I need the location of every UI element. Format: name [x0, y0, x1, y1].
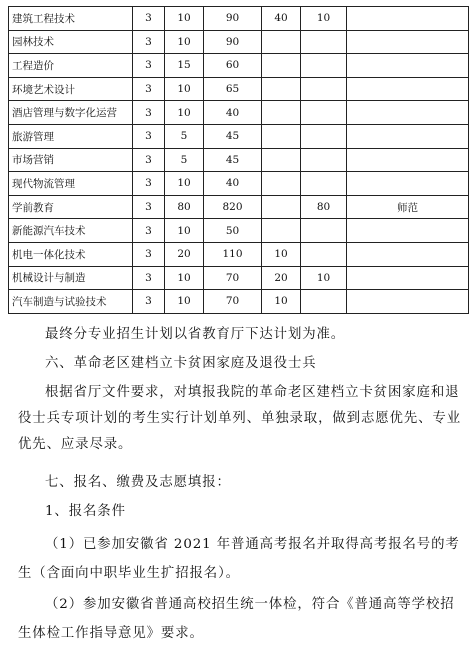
table-cell: 3 — [133, 54, 165, 78]
table-cell: 10 — [165, 77, 204, 101]
table-cell: 10 — [301, 266, 347, 290]
table-cell: 10 — [165, 266, 204, 290]
table-cell — [347, 266, 469, 290]
major-cell: 园林技术 — [9, 30, 133, 54]
table-cell: 3 — [133, 195, 165, 219]
table-cell: 师范 — [347, 195, 469, 219]
table-cell: 40 — [204, 172, 262, 196]
table-cell — [301, 148, 347, 172]
table-row — [9, 195, 469, 219]
major-cell: 环境艺术设计 — [9, 77, 133, 101]
table-row — [9, 172, 469, 196]
major-cell: 现代物流管理 — [9, 172, 133, 196]
table-cell — [262, 148, 301, 172]
major-cell: 酒店管理与数字化运营 — [9, 101, 133, 125]
table-cell: 40 — [262, 7, 301, 31]
table-cell: 90 — [204, 30, 262, 54]
table-cell — [301, 124, 347, 148]
table-cell — [301, 172, 347, 196]
table-cell: 45 — [204, 124, 262, 148]
table-cell: 10 — [165, 290, 204, 314]
table-cell: 90 — [204, 7, 262, 31]
table-row — [9, 242, 469, 266]
table-cell — [262, 195, 301, 219]
table-cell — [262, 124, 301, 148]
table-row — [9, 77, 469, 101]
table-row — [9, 54, 469, 78]
table-row — [9, 290, 469, 314]
table-cell: 20 — [262, 266, 301, 290]
table-cell — [301, 30, 347, 54]
table-cell: 3 — [133, 148, 165, 172]
table-cell: 820 — [204, 195, 262, 219]
table-cell: 3 — [133, 219, 165, 243]
table-cell: 10 — [165, 172, 204, 196]
table-cell — [301, 219, 347, 243]
table-cell — [347, 54, 469, 78]
table-cell: 3 — [133, 30, 165, 54]
table-cell: 70 — [204, 290, 262, 314]
table-cell — [347, 124, 469, 148]
table-cell — [262, 77, 301, 101]
table-cell — [347, 172, 469, 196]
table-cell: 70 — [204, 266, 262, 290]
table-cell: 80 — [301, 195, 347, 219]
table-row — [9, 148, 469, 172]
table-cell: 5 — [165, 148, 204, 172]
table-cell — [347, 148, 469, 172]
table-row — [9, 219, 469, 243]
table-cell — [347, 101, 469, 125]
major-cell: 学前教育 — [9, 195, 133, 219]
major-cell: 机械设计与制造 — [9, 266, 133, 290]
major-cell: 建筑工程技术 — [9, 7, 133, 31]
table-cell: 3 — [133, 101, 165, 125]
table-row — [9, 7, 469, 31]
condition-item-1: （1）已参加安徽省 2021 年普通高考报名并取得高考报名号的考生（含面向中职毕业生扩招报名）。 — [18, 537, 460, 581]
table-cell: 3 — [133, 242, 165, 266]
table-cell: 3 — [133, 290, 165, 314]
table-cell: 65 — [204, 77, 262, 101]
table-cell — [301, 290, 347, 314]
major-cell: 新能源汽车技术 — [9, 219, 133, 243]
table-cell: 45 — [204, 148, 262, 172]
major-cell: 市场营销 — [9, 148, 133, 172]
table-row — [9, 266, 469, 290]
table-cell — [262, 219, 301, 243]
table-cell: 3 — [133, 124, 165, 148]
table-cell: 60 — [204, 54, 262, 78]
table-cell — [301, 54, 347, 78]
table-cell — [347, 30, 469, 54]
table-cell — [301, 101, 347, 125]
table-cell — [301, 77, 347, 101]
table-row — [9, 30, 469, 54]
table-cell: 3 — [133, 266, 165, 290]
subsection-1-heading: 1、报名条件 — [45, 504, 126, 519]
table-cell: 10 — [262, 290, 301, 314]
table-row — [9, 101, 469, 125]
table-cell — [347, 290, 469, 314]
condition-item-2: （2）参加安徽省普通高校招生统一体检，符合《普通高等学校招生体检工作指导意见》要求。 — [18, 597, 455, 641]
table-cell: 3 — [133, 7, 165, 31]
table-cell: 10 — [165, 219, 204, 243]
table-cell: 110 — [204, 242, 262, 266]
major-cell: 旅游管理 — [9, 124, 133, 148]
table-cell: 10 — [262, 242, 301, 266]
table-cell: 50 — [204, 219, 262, 243]
table-cell — [347, 77, 469, 101]
table-cell — [347, 7, 469, 31]
table-cell: 10 — [165, 101, 204, 125]
table-cell — [262, 54, 301, 78]
table-cell: 10 — [165, 7, 204, 31]
table-cell — [262, 101, 301, 125]
major-cell: 汽车制造与试验技术 — [9, 290, 133, 314]
table-cell — [301, 242, 347, 266]
table-cell: 40 — [204, 101, 262, 125]
table-row — [9, 124, 469, 148]
table-cell: 10 — [165, 30, 204, 54]
table-cell — [347, 219, 469, 243]
table-cell — [262, 30, 301, 54]
table-cell — [262, 172, 301, 196]
major-cell: 机电一体化技术 — [9, 242, 133, 266]
table-cell: 10 — [301, 7, 347, 31]
table-cell: 5 — [165, 124, 204, 148]
major-cell: 工程造价 — [9, 54, 133, 78]
section-6-heading: 六、革命老区建档立卡贫困家庭及退役士兵 — [45, 356, 317, 371]
table-cell: 80 — [165, 195, 204, 219]
section-6-paragraph: 根据省厅文件要求，对填报我院的革命老区建档立卡贫困家庭和退役士兵专项计划的考生实行计划单列、单独录取，做到志愿优先、专业优先、应录尽录。 — [18, 385, 462, 452]
plan-note-paragraph: 最终分专业招生计划以省教育厅下达计划为准。 — [45, 327, 346, 342]
table-cell — [347, 242, 469, 266]
table-cell: 20 — [165, 242, 204, 266]
section-7-heading: 七、报名、缴费及志愿填报： — [45, 475, 231, 490]
table-cell: 3 — [133, 172, 165, 196]
table-cell: 15 — [165, 54, 204, 78]
enrollment-plan-table — [8, 6, 469, 314]
table-cell: 3 — [133, 77, 165, 101]
